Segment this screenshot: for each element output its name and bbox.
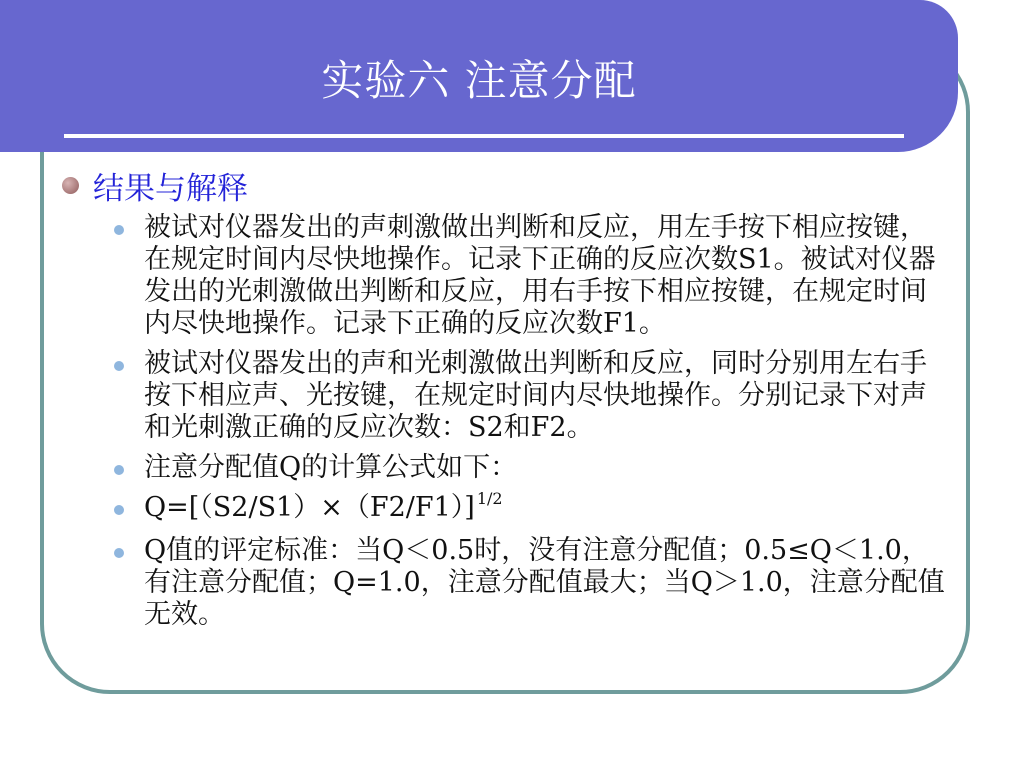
sub-bullet-icon <box>114 505 124 515</box>
section-heading: 结果与解释 <box>93 170 248 207</box>
bullet-icon <box>62 177 79 194</box>
title-bar <box>0 0 958 152</box>
list-item-text: 被试对仪器发出的声和光刺激做出判断和反应，同时分别用左右手按下相应声、光按键，在规定时间内尽快地操作。分别记录下对声和光刺激正确的反应次数：S2和F2。 <box>144 348 927 443</box>
sub-bullet-icon <box>114 465 124 475</box>
sub-bullet-icon <box>114 361 124 371</box>
list-item <box>62 212 952 340</box>
sub-bullet-icon <box>114 225 124 235</box>
list-item-text: Q值的评定标准：当Q＜0.5时，没有注意分配值；0.5≤Q＜1.0，有注意分配值；Q=1.0，注意分配值最大；当Q＞1.0，注意分配值无效。 <box>144 535 945 630</box>
slide-title: 实验六 注意分配 <box>321 56 637 105</box>
title-underline <box>64 134 904 138</box>
list-item <box>62 348 952 444</box>
list-item-text: 注意分配值Q的计算公式如下： <box>144 452 518 483</box>
list-item-formula <box>62 489 952 527</box>
formula-text: Q=[（S2/S1）×（F2/F1）] <box>144 492 475 523</box>
formula-exponent: 1/2 <box>476 489 503 508</box>
list-item-text: 被试对仪器发出的声刺激做出判断和反应，用左手按下相应按键，在规定时间内尽快地操作。记录下正确的反应次数S1。被试对仪器发出的光刺激做出判断和反应，用右手按下相应按键，在规定时间内尽快地操作。记录下正确的反应次数F1。 <box>144 212 936 339</box>
bullet-list <box>62 212 952 631</box>
sub-bullet-icon <box>114 548 124 558</box>
section-heading-row <box>62 164 952 206</box>
slide-content <box>62 164 952 639</box>
list-item <box>62 452 952 484</box>
list-item <box>62 535 952 631</box>
